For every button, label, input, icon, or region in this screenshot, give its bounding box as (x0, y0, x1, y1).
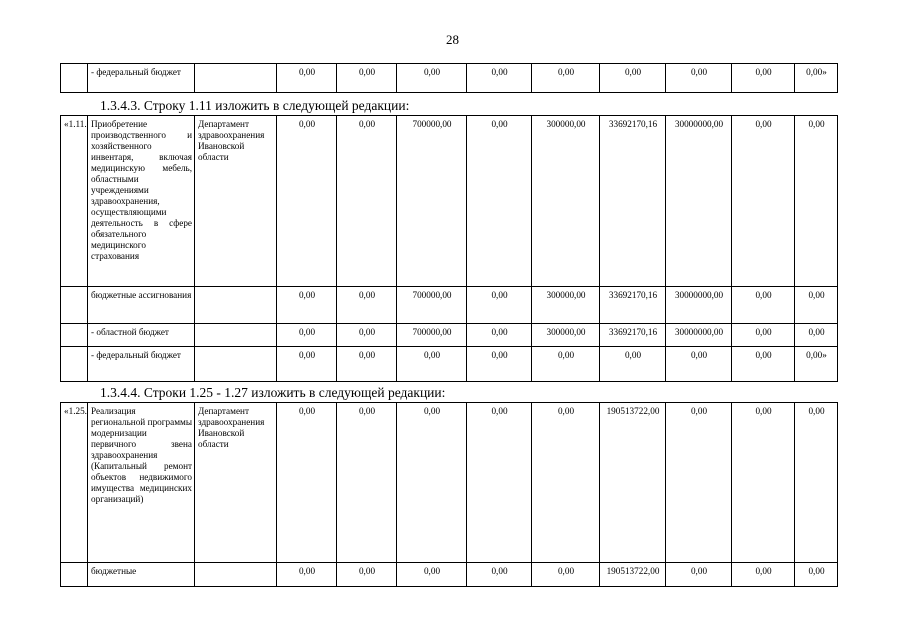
value-cell: 0,00 (795, 116, 838, 287)
value-cell: 0,00 (277, 64, 337, 93)
section-heading-1-3-4-4: 1.3.4.4. Строки 1.25 - 1.27 изложить в следующей редакции: (100, 385, 446, 400)
value-cell: 0,00 (277, 324, 337, 347)
value-cell: 0,00 (397, 347, 467, 382)
value-cell: 0,00 (337, 287, 397, 324)
value-cell: 0,00 (467, 347, 532, 382)
value-cell: 33692170,16 (600, 324, 666, 347)
value-cell: 0,00 (732, 64, 795, 93)
value-cell: 0,00 (337, 116, 397, 287)
value-cell: 700000,00 (397, 287, 467, 324)
value-cell: 0,00 (600, 64, 666, 93)
value-cell: 700000,00 (397, 116, 467, 287)
value-cell: 0,00 (337, 324, 397, 347)
value-cell: 0,00 (532, 64, 600, 93)
table-federal-budget-fragment (60, 63, 838, 93)
value-cell: 30000000,00 (666, 116, 732, 287)
value-cell: 0,00 (467, 324, 532, 347)
value-cell: 30000000,00 (666, 324, 732, 347)
row-name: - областной бюджет (88, 324, 195, 347)
table-row-1-11 (60, 115, 838, 382)
value-cell: 0,00 (732, 347, 795, 382)
value-cell: 0,00 (532, 347, 600, 382)
row-name: бюджетные (88, 563, 195, 587)
page-number: 28 (446, 32, 459, 47)
row-executor (195, 324, 277, 347)
value-cell: 0,00 (732, 324, 795, 347)
value-cell: 0,00 (666, 64, 732, 93)
value-cell: 0,00 (277, 287, 337, 324)
row-code: «1.25. (61, 403, 88, 563)
value-cell: 0,00» (795, 347, 838, 382)
row-executor (195, 347, 277, 382)
value-cell: 0,00 (277, 403, 337, 563)
value-cell: 0,00 (337, 563, 397, 587)
table-row (61, 324, 838, 347)
value-cell: 0,00 (732, 403, 795, 563)
value-cell: 0,00 (666, 403, 732, 563)
table-row (61, 64, 838, 93)
value-cell: 300000,00 (532, 287, 600, 324)
value-cell: 33692170,16 (600, 116, 666, 287)
table-row (61, 116, 838, 287)
table-rows-1-25 (60, 402, 838, 587)
value-cell: 0,00 (337, 347, 397, 382)
row-name: Реализация региональной программы модернизации первичного звена здравоохранения (Капитальный ремонт объектов недвижимого имущества медицинских организаций) (88, 403, 195, 563)
value-cell: 0,00» (795, 64, 838, 93)
value-cell: 0,00 (277, 563, 337, 587)
value-cell: 0,00 (732, 287, 795, 324)
value-cell: 0,00 (277, 116, 337, 287)
row-executor (195, 64, 277, 93)
value-cell: 0,00 (795, 287, 838, 324)
row-code (61, 563, 88, 587)
value-cell: 0,00 (532, 403, 600, 563)
row-executor: Департамент здравоохранения Ивановской области (195, 116, 277, 287)
row-code (61, 324, 88, 347)
value-cell: 0,00 (467, 116, 532, 287)
value-cell: 300000,00 (532, 116, 600, 287)
value-cell: 190513722,00 (600, 563, 666, 587)
row-code (61, 287, 88, 324)
value-cell: 0,00 (600, 347, 666, 382)
table-row (61, 563, 838, 587)
row-name: бюджетные ассигнования (88, 287, 195, 324)
value-cell: 0,00 (467, 403, 532, 563)
value-cell: 300000,00 (532, 324, 600, 347)
value-cell: 30000000,00 (666, 287, 732, 324)
row-name: - федеральный бюджет (88, 64, 195, 93)
value-cell: 0,00 (732, 563, 795, 587)
value-cell: 0,00 (666, 347, 732, 382)
row-executor (195, 563, 277, 587)
value-cell: 0,00 (277, 347, 337, 382)
value-cell: 0,00 (467, 287, 532, 324)
value-cell: 0,00 (397, 563, 467, 587)
row-name: Приобретение производственного и хозяйственного инвентаря, включая медицинскую мебель, областными учреждениями здравоохранения, осуществляющими деятельность в сфере обязательного медицинского страхования (88, 116, 195, 287)
value-cell: 0,00 (337, 403, 397, 563)
table-row (61, 347, 838, 382)
value-cell: 700000,00 (397, 324, 467, 347)
value-cell: 0,00 (732, 116, 795, 287)
value-cell: 190513722,00 (600, 403, 666, 563)
value-cell: 0,00 (795, 403, 838, 563)
row-code (61, 64, 88, 93)
row-executor (195, 287, 277, 324)
value-cell: 0,00 (666, 563, 732, 587)
row-code (61, 347, 88, 382)
table-row (61, 287, 838, 324)
value-cell: 0,00 (397, 403, 467, 563)
value-cell: 0,00 (397, 64, 467, 93)
row-name: - федеральный бюджет (88, 347, 195, 382)
value-cell: 0,00 (467, 563, 532, 587)
value-cell: 33692170,16 (600, 287, 666, 324)
value-cell: 0,00 (532, 563, 600, 587)
section-heading-1-3-4-3: 1.3.4.3. Строку 1.11 изложить в следующей редакции: (100, 98, 410, 113)
value-cell: 0,00 (337, 64, 397, 93)
value-cell: 0,00 (467, 64, 532, 93)
table-row (61, 403, 838, 563)
row-code: «1.11. (61, 116, 88, 287)
value-cell: 0,00 (795, 563, 838, 587)
value-cell: 0,00 (795, 324, 838, 347)
row-executor: Департамент здравоохранения Ивановской области (195, 403, 277, 563)
